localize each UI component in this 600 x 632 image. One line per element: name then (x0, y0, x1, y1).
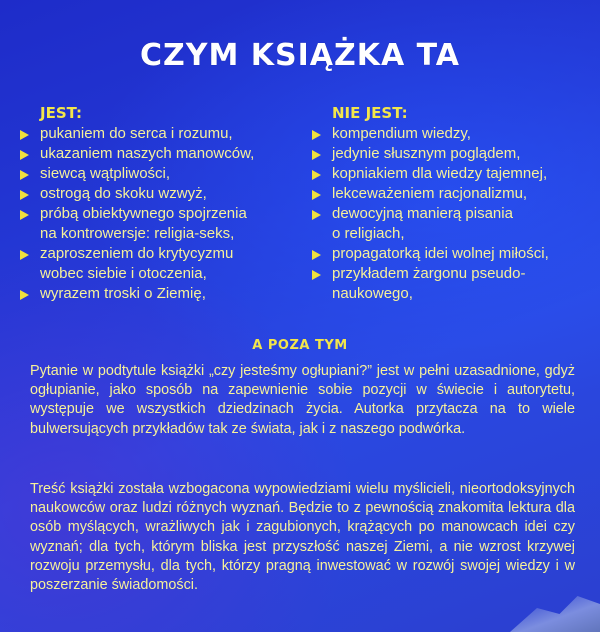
list-item: dewocyjną manierą pisania (312, 204, 597, 224)
arrow-bullet-icon (20, 150, 29, 160)
list-item: ukazaniem naszych manowców, (20, 144, 310, 164)
list-item: jedynie słusznym poglądem, (312, 144, 597, 164)
is-column (20, 104, 310, 304)
is-not-list (312, 124, 597, 304)
arrow-bullet-icon (20, 210, 29, 220)
arrow-bullet-icon (312, 150, 321, 160)
list-item-continuation: na kontrowersje: religia-seks, (40, 225, 235, 242)
arrow-bullet-icon (20, 130, 29, 140)
list-item: kopniakiem dla wiedzy tajemnej, (312, 164, 597, 184)
arrow-bullet-icon (20, 290, 29, 300)
list-item: siewcą wątpliwości, (20, 164, 310, 184)
is-not-heading: NIE JEST: (332, 104, 408, 122)
arrow-bullet-icon (20, 170, 29, 180)
list-item-continuation: o religiach, (332, 225, 405, 242)
paragraph-intro: Pytanie w podtytule książki „czy jesteśmy ogłupiani?” jest w pełni uzasadnione, gdyż ogłupianie, jako sposób na zapewnienie sobie pozycji w świecie i autorytetu, występuje we wszystkich dziedzinach życia. Autorka przytacza na to wiele bulwersujących przykładów tak ze świata, jak i z naszego podwórka. (30, 363, 575, 437)
arrow-bullet-icon (20, 190, 29, 200)
list-item-continuation: wobec siebie i otoczenia, (40, 265, 207, 282)
is-list (20, 124, 310, 304)
list-item-continuation: naukowego, (332, 285, 413, 302)
list-item: ostrogą do skoku wzwyż, (20, 184, 310, 204)
arrow-bullet-icon (312, 270, 321, 280)
list-item: wyrazem troski o Ziemię, (20, 284, 310, 304)
page-title: CZYM KSIĄŻKA TA (139, 38, 461, 73)
list-item: propagatorką idei wolnej miłości, (312, 244, 597, 264)
is-heading: JEST: (40, 104, 83, 122)
paragraph-content: Treść książki została wzbogacona wypowiedziami wielu myślicieli, nieortodoksyjnych naukowców oraz ludzi różnych wyznań. Będzie to z pewnością znakomita lektura dla osób myślących, wrażliwych jak i zagubionych, krążących po manowcach idei czy wyznań; dla tych, którym bliska jest przyszłość naszej Ziemi, a nie wzrost krzywej rozwoju przemysłu, dla tych, którzy pragną inwestować w rozwój swojej wiedzy i w poszerzanie świadomości. (30, 481, 575, 594)
list-item: próbą obiektywnego spojrzenia (20, 204, 310, 224)
arrow-bullet-icon (312, 190, 321, 200)
arrow-bullet-icon (312, 250, 321, 260)
arrow-bullet-icon (312, 210, 321, 220)
list-item: pukaniem do serca i rozumu, (20, 124, 310, 144)
section-subtitle: A POZA TYM (252, 338, 348, 353)
is-not-column (312, 104, 597, 304)
list-item: lekceważeniem racjonalizmu, (312, 184, 597, 204)
arrow-bullet-icon (312, 170, 321, 180)
list-item: zaproszeniem do krytycyzmu (20, 244, 310, 264)
arrow-bullet-icon (20, 250, 29, 260)
arrow-bullet-icon (312, 130, 321, 140)
list-item: przykładem żargonu pseudo- (312, 264, 597, 284)
mountain-background (510, 592, 600, 632)
list-item: kompendium wiedzy, (312, 124, 597, 144)
